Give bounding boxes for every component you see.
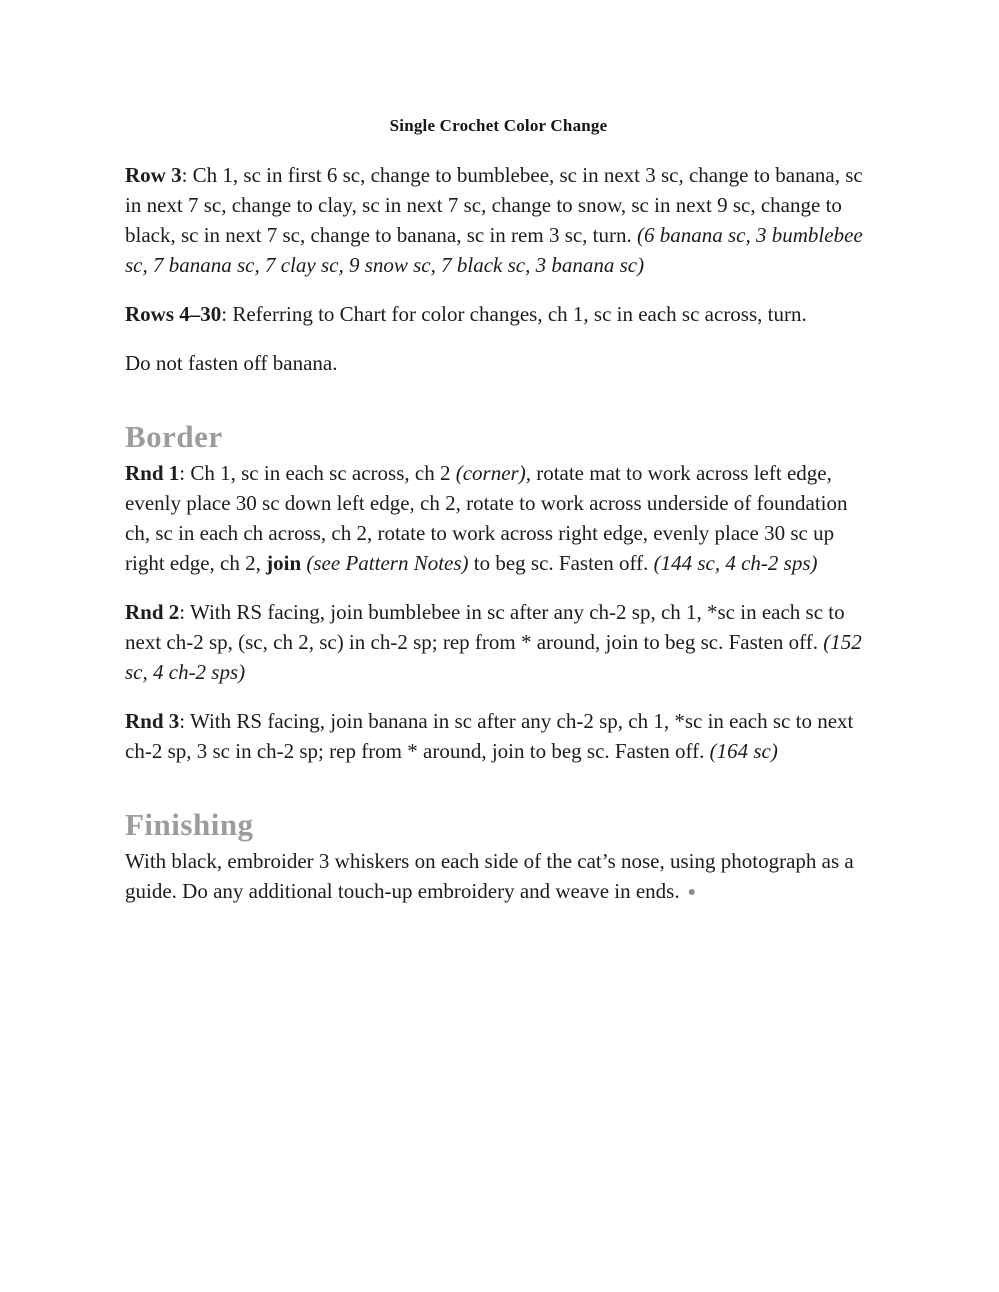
paragraph-do-not-fasten-note: Do not fasten off banana. — [125, 351, 338, 375]
section-heading-finishing: Finishing — [125, 807, 254, 842]
paragraph-finishing — [125, 846, 872, 908]
finishing-text: With black, embroider 3 whiskers on each side of the cat’s nose, using photograph as a guide. Do any additional touch-up embroidery and weave in ends. — [125, 849, 854, 903]
paragraph-row-3: Row 3: Ch 1, sc in first 6 sc, change to bumblebee, sc in next 3 sc, change to banana, sc in next 7 sc, change to clay, sc in next 7 sc, change to snow, sc in next 9 sc, change to black, sc in next 7 sc, change to banana, sc in rem 3 sc, turn. (6 banana sc, 3 bumblebee sc, 7 banana sc, 7 clay sc, 9 snow sc, 7 black sc, 3 banana sc) — [125, 163, 863, 277]
section-heading-border: Border — [125, 419, 223, 454]
paragraph-rnd-3: Rnd 3: With RS facing, join banana in sc after any ch-2 sp, ch 1, *sc in each sc to next ch-2 sp, 3 sc in ch-2 sp; rep from * around, join to beg sc. Fasten off. (164 sc) — [125, 709, 854, 763]
page-title: Single Crochet Color Change — [389, 116, 608, 135]
paragraph-rnd-1: Rnd 1: Ch 1, sc in each sc across, ch 2 (corner), rotate mat to work across left edge, evenly place 30 sc down left edge, ch 2, rotate to work across underside of foundation ch, sc in each ch across, ch 2, rotate to work across right edge, evenly place 30 sc up right edge, ch 2, join (see Pattern Notes) to beg sc. Fasten off. (144 sc, 4 ch-2 sps) — [125, 461, 848, 575]
paragraph-rnd-2: Rnd 2: With RS facing, join bumblebee in sc after any ch-2 sp, ch 1, *sc in each sc to next ch-2 sp, (sc, ch 2, sc) in ch-2 sp; rep from * around, join to beg sc. Fasten off. (152 sc, 4 ch-2 sps) — [125, 600, 862, 684]
paragraph-rows-4-30: Rows 4–30: Referring to Chart for color changes, ch 1, sc in each sc across, turn. — [125, 302, 807, 326]
end-bullet-icon: ● — [687, 885, 697, 900]
